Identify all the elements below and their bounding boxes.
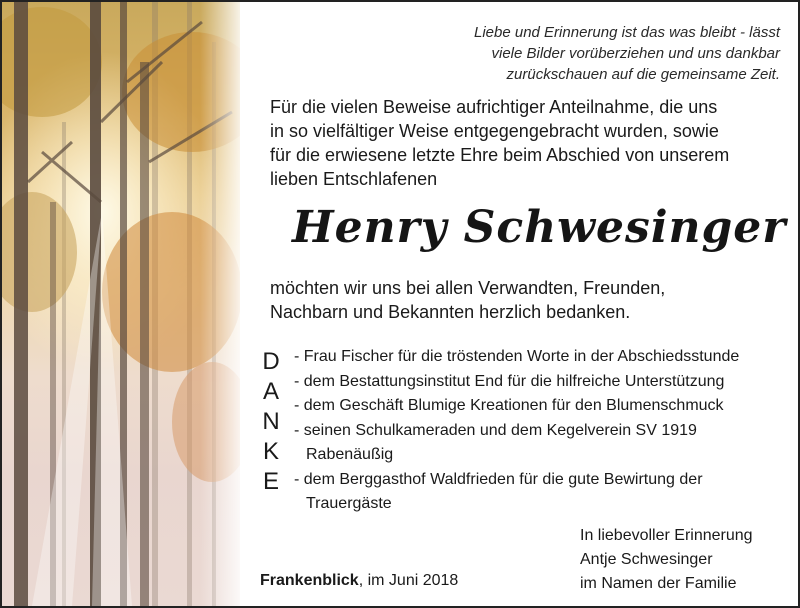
- place-name: Frankenblick: [260, 572, 359, 589]
- signature-line: im Namen der Familie: [580, 575, 737, 592]
- motto-line: viele Bilder vorüberziehen und uns dankbar: [491, 45, 780, 62]
- danke-letter: N: [262, 408, 280, 435]
- intro-line: lieben Entschlafenen: [270, 169, 438, 189]
- signature-block: [580, 524, 753, 596]
- place-and-date: [260, 572, 458, 590]
- intro-text: [270, 95, 729, 191]
- list-item: - Frau Fischer für die tröstenden Worte in der Abschiedsstunde: [294, 348, 740, 365]
- danke-letter: K: [262, 438, 279, 465]
- intro-line: in so vielfältiger Weise entgegengebracht wurden, sowie: [270, 121, 719, 141]
- danke-vertical-word: [260, 347, 282, 497]
- list-item: - dem Berggasthof Waldfrieden für die gute Bewirtung der: [294, 470, 703, 488]
- intro-line: Für die vielen Beweise aufrichtiger Anteilnahme, die uns: [270, 97, 718, 117]
- motto-line: zurückschauen auf die gemeinsame Zeit.: [506, 66, 780, 83]
- list-item-continuation: Rabenäußig: [306, 446, 394, 463]
- signature-line: Antje Schwesinger: [580, 551, 713, 568]
- thanks-line: möchten wir uns bei allen Verwandten, Freunden,: [270, 278, 666, 298]
- acknowledgement-list: [294, 345, 739, 517]
- list-item: - dem Geschäft Blumige Kreationen für den Blumenschmuck: [294, 397, 724, 414]
- deceased-name: Henry Schwesinger: [292, 202, 787, 253]
- thanks-line: Nachbarn und Bekannten herzlich bedanken.: [270, 302, 631, 322]
- motto-quote: [380, 22, 780, 85]
- thanks-text: [270, 276, 665, 324]
- list-item-continuation: Trauergäste: [306, 495, 392, 512]
- autumn-forest-image: [2, 2, 240, 606]
- intro-line: für die erwiesene letzte Ehre beim Abschied von unserem: [270, 145, 730, 165]
- list-item: - dem Bestattungsinstitut End für die hilfreiche Unterstützung: [294, 372, 725, 390]
- date-text: , im Juni 2018: [358, 572, 459, 589]
- danke-letter: A: [262, 378, 279, 405]
- list-item: - seinen Schulkameraden und dem Kegelverein SV 1919: [294, 421, 697, 439]
- signature-line: In liebevoller Erinnerung: [580, 527, 753, 544]
- motto-line: Liebe und Erinnerung ist das was bleibt - lässt: [473, 24, 780, 41]
- forest-trees: [2, 2, 240, 606]
- danke-letter: E: [262, 468, 279, 495]
- danke-letter: D: [262, 348, 280, 375]
